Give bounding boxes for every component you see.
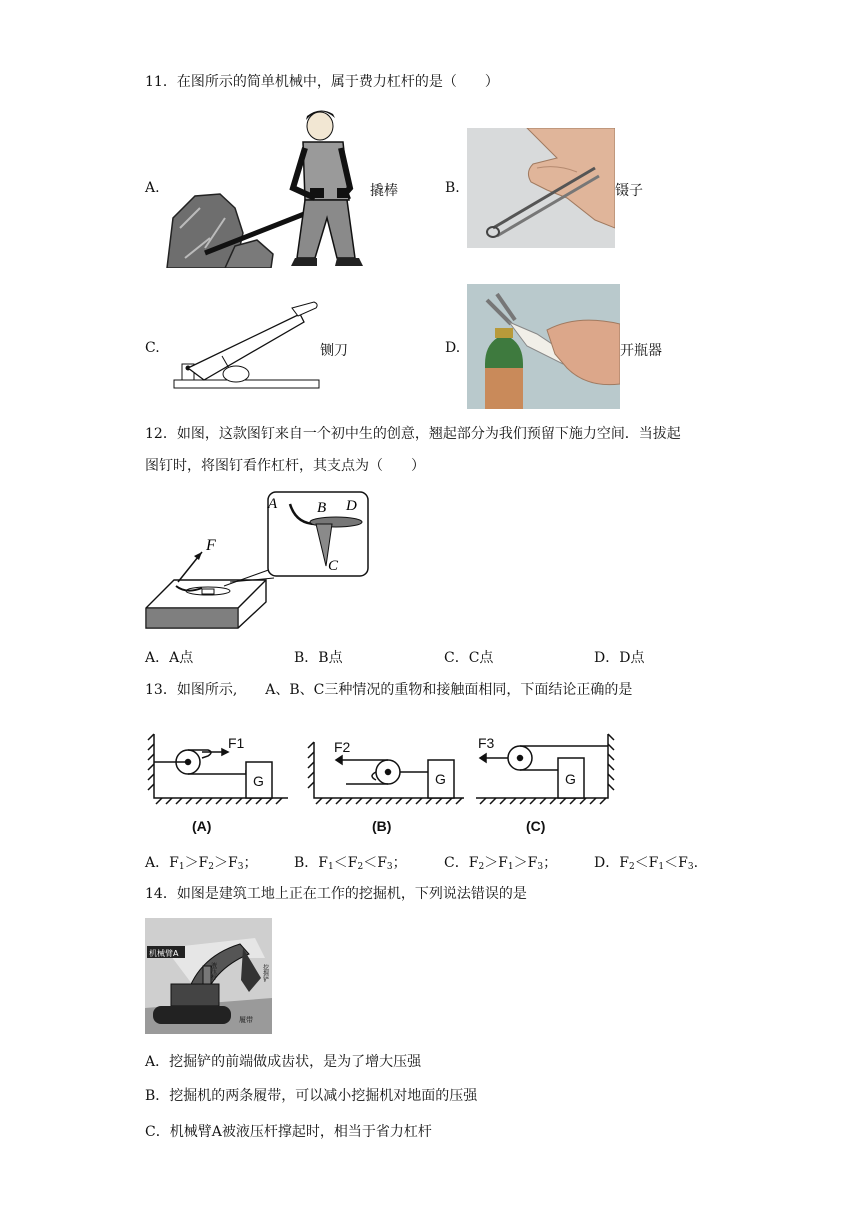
point-label-b: B bbox=[317, 500, 327, 516]
q11-stem: 11．在图所示的简单机械中，属于费力杠杆的是（ ） bbox=[145, 74, 499, 90]
caption-c: (C) bbox=[526, 818, 546, 834]
q14-option-a: A．挖掘铲的前端做成齿状，是为了增大压强 bbox=[145, 1054, 422, 1070]
q11-option-c-letter: C. bbox=[145, 340, 160, 356]
label-arm-a: 机械臂A bbox=[149, 949, 179, 958]
force-label-f: F bbox=[206, 537, 216, 554]
q12-option-c: C．C点 bbox=[444, 650, 494, 666]
q14-option-b: B．挖掘机的两条履带，可以减小挖掘机对地面的压强 bbox=[145, 1088, 478, 1104]
q11-option-d-label: 开瓶器 bbox=[620, 343, 662, 359]
q11-option-b-label: 镊子 bbox=[615, 183, 643, 199]
q11-option-d-letter: D. bbox=[445, 340, 461, 356]
q12-option-d: D．D点 bbox=[594, 650, 645, 666]
caption-b: (B) bbox=[372, 818, 392, 834]
q11-option-c-label: 铡刀 bbox=[320, 343, 348, 359]
q12-stem-line2: 图钉时，将图钉看作杠杆，其支点为（ ） bbox=[145, 458, 425, 474]
q14-option-c: C．机械臂A被液压杆撑起时，相当于省力杠杆 bbox=[145, 1124, 432, 1140]
thumbtack-figure bbox=[144, 490, 374, 632]
label-track: 履带 bbox=[239, 1016, 253, 1024]
bottle-opener-photo bbox=[467, 284, 620, 409]
q12-option-a: A．A点 bbox=[145, 650, 194, 666]
point-label-d: D bbox=[346, 498, 357, 514]
q11-option-b-letter: B. bbox=[445, 180, 460, 196]
crowbar-figure bbox=[165, 108, 370, 268]
weight-label-b: G bbox=[435, 771, 446, 787]
force-label-f3: F3 bbox=[478, 735, 495, 751]
q13-option-b: B．$F_1<F_2<F_3$； bbox=[294, 855, 407, 872]
force-label-f2: F2 bbox=[334, 739, 351, 755]
point-label-c: C bbox=[328, 558, 339, 574]
excavator-photo bbox=[145, 918, 272, 1034]
q14-stem: 14．如图是建筑工地上正在工作的挖掘机，下列说法错误的是 bbox=[145, 886, 527, 902]
tweezers-photo bbox=[467, 128, 615, 248]
caption-a: (A) bbox=[192, 818, 212, 834]
q11-option-a-label: 撬棒 bbox=[370, 183, 398, 199]
q11-option-a-letter: A. bbox=[145, 180, 160, 196]
q12-stem-line1: 12．如图，这款图钉来自一个初中生的创意，翘起部分为我们预留下施力空间．当拔起 bbox=[145, 426, 681, 442]
weight-label-a: G bbox=[253, 773, 264, 789]
point-label-a: A bbox=[268, 496, 278, 512]
weight-label-c: G bbox=[565, 771, 576, 787]
q13-option-d: D．$F_2<F_1<F_3$. bbox=[594, 855, 699, 872]
label-hydraulic: 液压杆 bbox=[209, 962, 217, 980]
q12-option-b: B．B点 bbox=[294, 650, 343, 666]
q13-option-c: C．$F_2>F_1>F_3$； bbox=[444, 855, 558, 872]
q13-stem: 13．如图所示, A、B、C三种情况的重物和接触面相同，下面结论正确的是 bbox=[145, 682, 633, 698]
force-label-f1: F1 bbox=[228, 735, 245, 751]
q13-option-a: A．$F_1>F_2>F_3$； bbox=[145, 855, 258, 872]
pulley-figure bbox=[146, 730, 621, 838]
guillotine-cutter-figure bbox=[172, 300, 322, 392]
label-shovel: 挖掘铲 bbox=[261, 964, 269, 982]
